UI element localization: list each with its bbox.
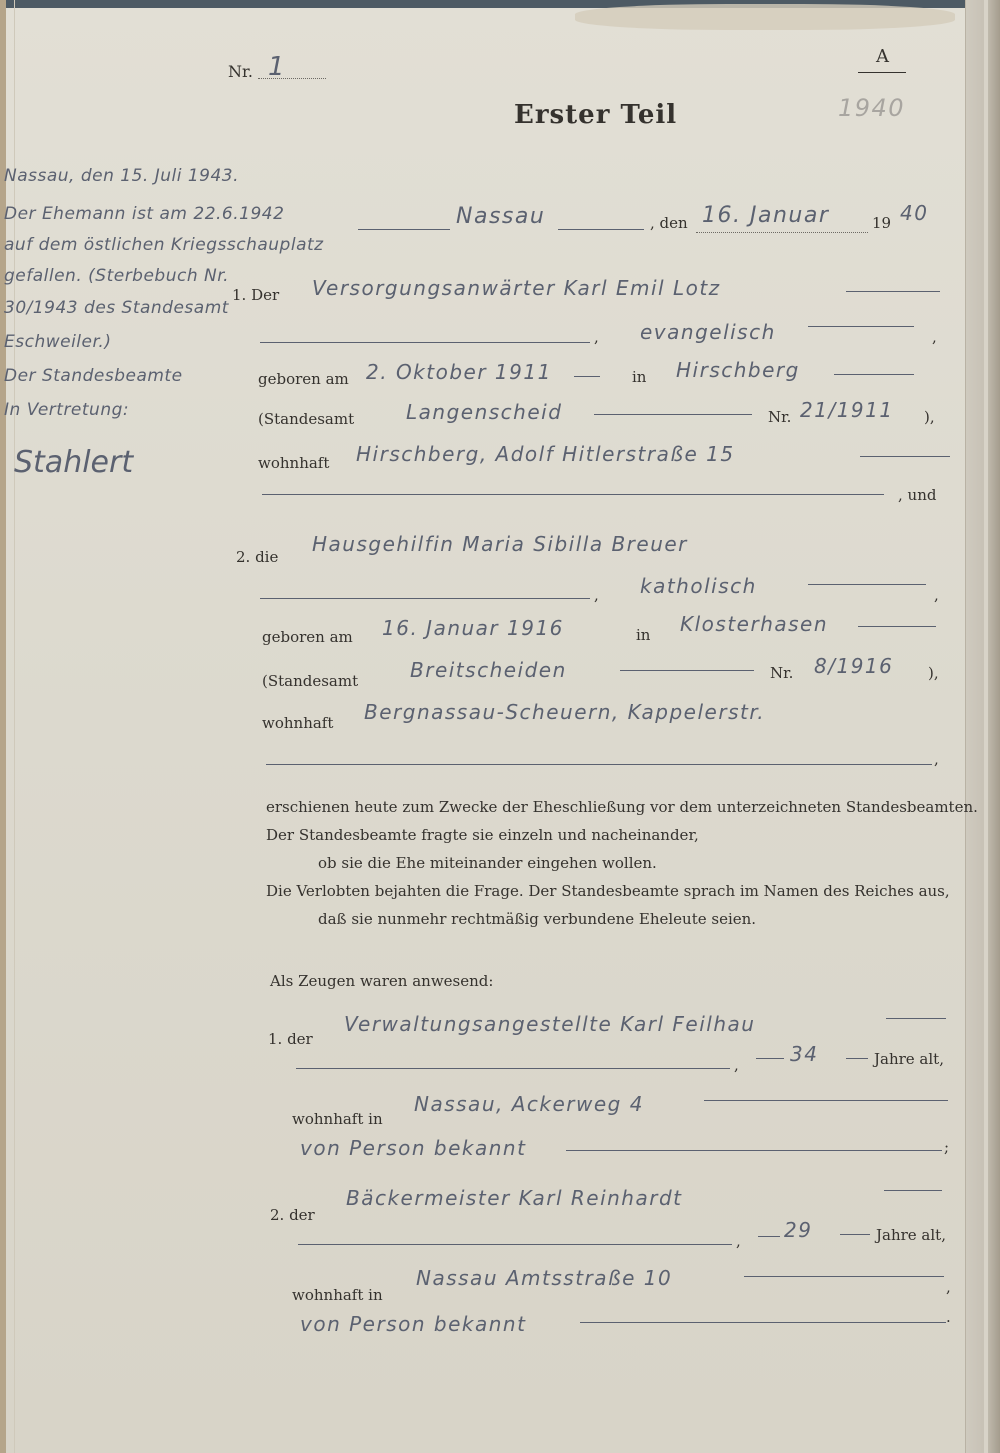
date-value: 16. Januar	[702, 203, 830, 228]
witness1-age-label: Jahre alt,	[874, 1050, 944, 1068]
witness1-age-lead-line	[756, 1058, 784, 1059]
place-value: Nassau	[456, 204, 546, 229]
person2-occupation-name: Hausgehilfin Maria Sibilla Breuer	[312, 532, 688, 556]
place-trail-line	[558, 229, 644, 230]
witness2-residence: Nassau Amtsstraße 10	[416, 1266, 673, 1290]
close-paren: ),	[928, 664, 939, 682]
page-title: Erster Teil	[514, 100, 678, 130]
margin-note-line: In Vertretung:	[4, 400, 130, 420]
witness2-age-lead-line	[758, 1236, 780, 1237]
den-label: , den	[650, 214, 688, 232]
paper-stain	[575, 4, 955, 30]
year-suffix: 40	[900, 201, 929, 225]
person1-registry-nr: 21/1911	[800, 398, 894, 422]
witness2-age-label: Jahre alt,	[876, 1226, 946, 1244]
person2-religion: katholisch	[640, 574, 757, 598]
witness2-identity: von Person bekannt	[300, 1312, 527, 1336]
comma: ,	[946, 1278, 951, 1296]
person1-residence: Hirschberg, Adolf Hitlerstraße 15	[356, 442, 735, 466]
witnesses-heading: Als Zeugen waren anwesend:	[270, 972, 494, 990]
nr-value: 1	[268, 52, 287, 82]
comma: ,	[932, 328, 937, 346]
box-letter: A	[876, 46, 889, 67]
comma: ,	[736, 1232, 741, 1250]
nr-label: Nr.	[228, 62, 253, 81]
person2-registry-nr-label: Nr.	[770, 664, 794, 682]
page-binding-edge	[965, 0, 1000, 1453]
person2-residence-continuation-line	[266, 764, 932, 765]
witness1-residence-fill-line	[704, 1100, 948, 1101]
person1-residence-fill-line	[860, 456, 950, 457]
witness2-number: 2. der	[270, 1206, 315, 1224]
witness2-residence-fill-line	[744, 1276, 944, 1277]
person1-number: 1. Der	[232, 286, 280, 304]
person1-name-continuation-line	[260, 342, 590, 343]
witness2-name-continuation-line	[298, 1244, 732, 1245]
statement-line: erschienen heute zum Zwecke der Eheschließung vor dem unterzeichneten Standesbeamten.	[266, 798, 978, 816]
year-prefix: 19	[872, 214, 892, 232]
witness2-age-trail-line	[840, 1234, 870, 1235]
person1-name-fill-line	[846, 291, 940, 292]
person2-registry-nr: 8/1916	[814, 654, 894, 678]
margin-note-line: 30/1943 des Standesamt	[4, 298, 229, 318]
box-letter-underline	[858, 72, 906, 73]
date-dotted-line	[696, 232, 868, 233]
witness1-identity-fill-line	[566, 1150, 942, 1151]
person2-name-continuation-line	[260, 598, 590, 599]
witness1-age: 34	[790, 1042, 819, 1066]
person2-residence: Bergnassau-Scheuern, Kappelerstr.	[364, 700, 766, 724]
witness1-identity: von Person bekannt	[300, 1136, 527, 1160]
person1-registry-nr-label: Nr.	[768, 408, 792, 426]
comma: ,	[594, 586, 599, 604]
person2-in-label: in	[636, 626, 651, 644]
person1-place-fill-line	[834, 374, 914, 375]
witness2-occupation-name: Bäckermeister Karl Reinhardt	[346, 1186, 683, 1210]
witness1-number: 1. der	[268, 1030, 313, 1048]
statement-line: Der Standesbeamte fragte sie einzeln und nacheinander,	[266, 826, 699, 844]
person2-residence-label: wohnhaft	[262, 714, 334, 732]
person1-occupation-name: Versorgungsanwärter Karl Emil Lotz	[312, 276, 721, 300]
person1-registry-fill-line	[594, 414, 752, 415]
statement-line: ob sie die Ehe miteinander eingehen wollen.	[318, 854, 657, 872]
person2-birth-place: Klosterhasen	[680, 612, 829, 636]
person1-residence-continuation-line	[262, 494, 884, 495]
nr-dotted-line	[258, 78, 326, 79]
person1-religion: evangelisch	[640, 320, 776, 344]
witness1-name-fill-line	[886, 1018, 946, 1019]
person1-registry: Langenscheid	[406, 400, 563, 424]
person1-in-label: in	[632, 368, 647, 386]
comma: ,	[934, 750, 939, 768]
comma: ,	[594, 328, 599, 346]
and-label: , und	[898, 486, 937, 504]
person1-date-fill-line	[574, 376, 600, 377]
witness1-age-trail-line	[846, 1058, 868, 1059]
witness1-name-continuation-line	[296, 1068, 730, 1069]
witness2-identity-fill-line	[580, 1322, 946, 1323]
person2-number: 2. die	[236, 548, 279, 566]
witness1-occupation-name: Verwaltungsangestellte Karl Feilhau	[344, 1012, 756, 1036]
person1-birth-place: Hirschberg	[676, 358, 800, 382]
margin-note-line: Eschweiler.)	[4, 332, 112, 352]
margin-note-line: gefallen. (Sterbebuch Nr.	[4, 266, 230, 286]
person2-registry: Breitscheiden	[410, 658, 567, 682]
person2-birth-date: 16. Januar 1916	[382, 616, 564, 640]
witness2-name-fill-line	[884, 1190, 942, 1191]
comma: ,	[934, 586, 939, 604]
person1-registry-label: (Standesamt	[258, 410, 355, 428]
registrar-signature: Stahlert	[14, 445, 134, 480]
margin-note-line: Nassau, den 15. Juli 1943.	[4, 166, 240, 186]
margin-note-line: auf dem östlichen Kriegsschauplatz	[4, 235, 324, 255]
semicolon: ;	[944, 1138, 950, 1156]
person2-religion-fill-line	[808, 584, 926, 585]
person2-registry-fill-line	[620, 670, 754, 671]
statement-line: daß sie nunmehr rechtmäßig verbundene Eheleute seien.	[318, 910, 757, 928]
margin-note-line: Der Ehemann ist am 22.6.1942	[4, 204, 285, 224]
witness2-residence-label: wohnhaft in	[292, 1286, 383, 1304]
witness1-residence-label: wohnhaft in	[292, 1110, 383, 1128]
person2-born-label: geboren am	[262, 628, 353, 646]
witness1-residence: Nassau, Ackerweg 4	[414, 1092, 644, 1116]
page-binding-highlight	[984, 0, 988, 1453]
year-pencil-note: 1940	[838, 94, 906, 122]
close-paren: ),	[924, 408, 935, 426]
person2-place-fill-line	[858, 626, 936, 627]
person2-registry-label: (Standesamt	[262, 672, 359, 690]
person1-birth-date: 2. Oktober 1911	[366, 360, 552, 384]
statement-line: Die Verlobten bejahten die Frage. Der Standesbeamte sprach im Namen des Reiches aus,	[266, 882, 950, 900]
person1-religion-fill-line	[808, 326, 914, 327]
person1-residence-label: wohnhaft	[258, 454, 330, 472]
margin-note-line: Der Standesbeamte	[4, 366, 183, 386]
witness2-age: 29	[784, 1218, 813, 1242]
period: .	[946, 1308, 951, 1326]
comma: ,	[734, 1056, 739, 1074]
place-lead-line	[358, 229, 450, 230]
person1-born-label: geboren am	[258, 370, 349, 388]
